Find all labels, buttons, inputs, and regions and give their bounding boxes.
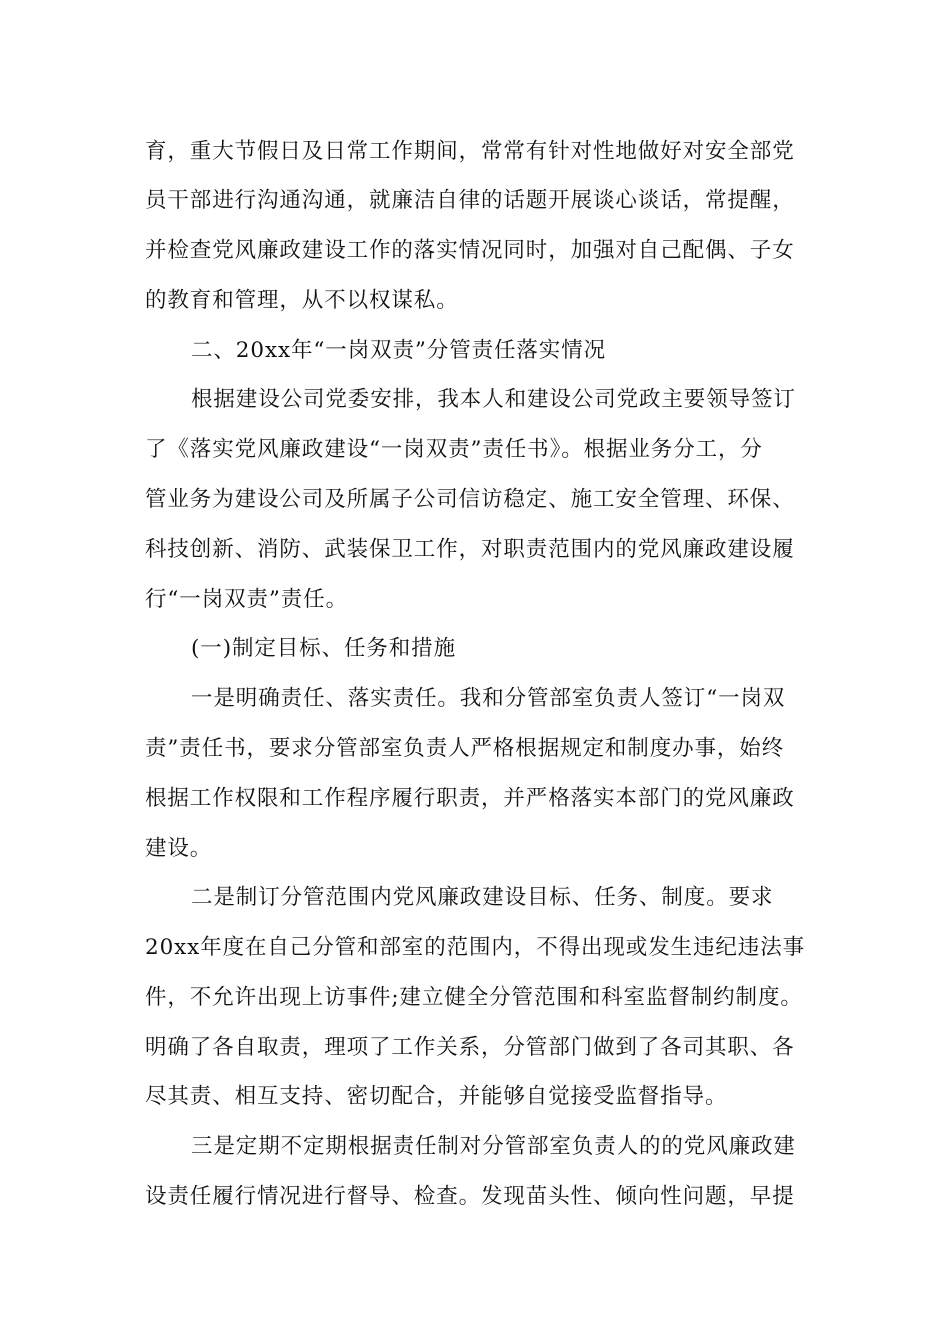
- text-line: 员干部进行沟通沟通，就廉洁自律的话题开展谈心谈话，常提醒，: [145, 188, 795, 213]
- text-line: 责”责任书，要求分管部室负责人严格根据规定和制度办事，始终: [145, 736, 785, 761]
- text-line: 行“一岗双责”责任。: [145, 587, 348, 612]
- section-heading: 二、20xx年“一岗双责”分管责任落实情况: [191, 338, 606, 363]
- text-line: 管业务为建设公司及所属子公司信访稳定、施工安全管理、环保、: [145, 487, 795, 512]
- text-line: 了《落实党风廉政建设“一岗双责”责任书》。根据业务分工，分: [145, 437, 763, 462]
- text-line: 育，重大节假日及日常工作期间，常常有针对性地做好对安全部党: [145, 139, 795, 164]
- text-line: 明确了各自取责，理项了工作关系，分管部门做到了各司其职、各: [145, 1035, 795, 1060]
- text-line: 建设。: [145, 836, 213, 861]
- text-line: 根据工作权限和工作程序履行职责，并严格落实本部门的党风廉政: [145, 786, 795, 811]
- text-line: 20xx年度在自己分管和部室的范围内，不得出现或发生违纪违法事: [145, 935, 806, 960]
- text-line: 的教育和管理，从不以权谋私。: [145, 288, 459, 313]
- text-line: 科技创新、消防、武装保卫工作，对职责范围内的党风廉政建设履: [145, 537, 795, 562]
- text-line: 根据建设公司党委安排，我本人和建设公司党政主要领导签订: [191, 387, 796, 412]
- text-line: 并检查党风廉政建设工作的落实情况同时，加强对自己配偶、子女: [145, 238, 795, 263]
- text-line: 二是制订分管范围内党风廉政建设目标、任务、制度。要求: [191, 885, 774, 910]
- text-line: 一是明确责任、落实责任。我和分管部室负责人签订“一岗双: [191, 686, 786, 711]
- subsection-heading: (一)制定目标、任务和措施: [191, 636, 456, 661]
- text-line: 设责任履行情况进行督导、检查。发现苗头性、倾向性问题，早提: [145, 1184, 795, 1209]
- text-line: 三是定期不定期根据责任制对分管部室负责人的的党风廉政建: [191, 1134, 796, 1159]
- text-line: 尽其责、相互支持、密切配合，并能够自觉接受监督指导。: [145, 1084, 728, 1109]
- text-line: 件，不允许出现上访事件;建立健全分管范围和科室监督制约制度。: [145, 985, 803, 1010]
